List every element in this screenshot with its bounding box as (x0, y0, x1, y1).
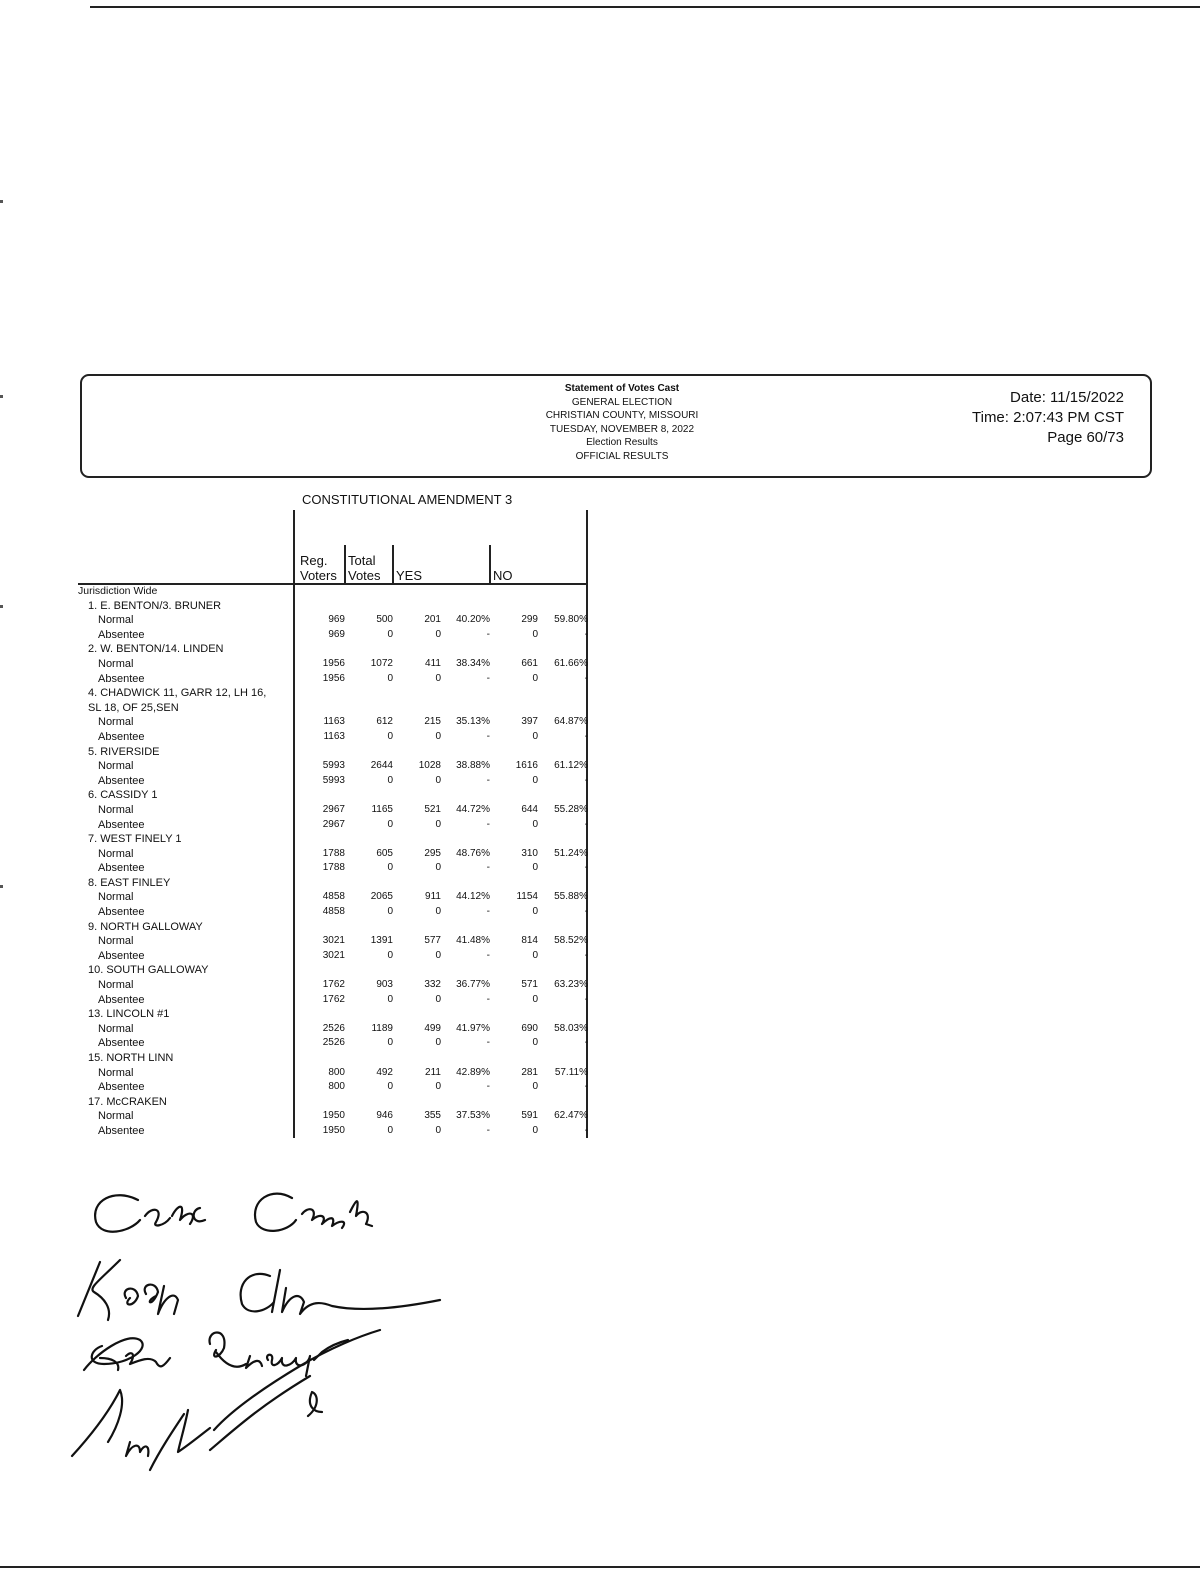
no-votes-cell: 814 (521, 935, 538, 947)
precinct-row (78, 745, 590, 760)
signature-2 (78, 1260, 440, 1320)
column-header-line: Reg. (300, 553, 328, 568)
yes-votes-cell: 0 (435, 672, 441, 684)
yes-percent-cell: - (486, 906, 490, 918)
no-votes-cell: 644 (521, 803, 538, 815)
precinct-name: 17. McCRAKEN (88, 1095, 167, 1108)
yes-votes-cell: 0 (435, 993, 441, 1005)
column-header-no: NO (493, 568, 513, 583)
reg-voters-cell: 2526 (322, 1037, 345, 1049)
page-number: Page 60/73 (1047, 429, 1124, 446)
no-votes-cell: 1154 (516, 891, 538, 903)
no-votes-cell: 591 (521, 1110, 538, 1122)
yes-votes-cell: 0 (435, 774, 441, 786)
yes-votes-cell: 0 (435, 949, 441, 961)
no-percent-cell: - (584, 906, 588, 918)
column-divider (344, 545, 346, 583)
signatures-block (60, 1180, 480, 1500)
no-votes-cell: 310 (521, 847, 538, 859)
total-votes-cell: 0 (387, 730, 393, 742)
yes-votes-cell: 295 (424, 847, 441, 859)
column-header-line: Total (348, 553, 376, 568)
vote-type-label: Normal (98, 1110, 134, 1123)
vote-type-label: Absentee (98, 862, 145, 875)
yes-votes-cell: 0 (435, 628, 441, 640)
reg-voters-cell: 800 (328, 1066, 345, 1078)
precinct-row (78, 701, 590, 716)
contest-title: CONSTITUTIONAL AMENDMENT 3 (302, 492, 513, 507)
column-divider (489, 545, 491, 583)
table-row (78, 1109, 590, 1124)
yes-votes-cell: 0 (435, 1081, 441, 1093)
no-percent-cell: 62.47% (554, 1110, 588, 1122)
yes-percent-cell: - (486, 1037, 490, 1049)
table-row (78, 730, 590, 745)
no-votes-cell: 0 (532, 1037, 538, 1049)
total-votes-cell: 0 (387, 949, 393, 961)
no-percent-cell: - (584, 993, 588, 1005)
table-row (78, 861, 590, 876)
table-row (78, 715, 590, 730)
precinct-row (78, 832, 590, 847)
table-row (78, 1066, 590, 1081)
precinct-name: 8. EAST FINLEY (88, 876, 171, 889)
report-title-block (512, 382, 732, 463)
precinct-name: SL 18, OF 25,SEN (88, 701, 179, 714)
no-percent-cell: 58.52% (554, 935, 588, 947)
reg-voters-cell: 1762 (322, 993, 345, 1005)
yes-percent-cell: - (486, 949, 490, 961)
reg-voters-cell: 2967 (322, 818, 345, 830)
no-votes-cell: 571 (521, 979, 538, 991)
no-percent-cell: 61.66% (554, 657, 588, 669)
yes-votes-cell: 211 (425, 1066, 441, 1078)
top-border-rule (90, 6, 1200, 8)
report-header (80, 374, 1152, 478)
yes-votes-cell: 0 (435, 818, 441, 830)
yes-votes-cell: 0 (435, 906, 441, 918)
precinct-row (78, 1051, 590, 1066)
no-percent-cell: - (584, 862, 588, 874)
table-row (78, 628, 590, 643)
precinct-name: 15. NORTH LINN (88, 1052, 174, 1064)
column-header-total-votes (348, 553, 381, 583)
table-row (78, 613, 590, 628)
table-row (78, 890, 590, 905)
reg-voters-cell: 2967 (322, 803, 345, 815)
precinct-name: 5. RIVERSIDE (88, 745, 160, 758)
yes-percent-cell: 38.34% (456, 657, 490, 669)
no-votes-cell: 281 (521, 1066, 538, 1078)
precinct-row (78, 963, 590, 978)
results-table (78, 584, 590, 1139)
yes-votes-cell: 332 (424, 979, 441, 991)
reg-voters-cell: 1950 (322, 1124, 345, 1136)
no-votes-cell: 661 (521, 657, 538, 669)
precinct-name: 7. WEST FINELY 1 (88, 833, 182, 846)
total-votes-cell: 0 (387, 672, 393, 684)
no-percent-cell: 55.88% (554, 891, 588, 903)
reg-voters-cell: 1163 (323, 730, 345, 742)
margin-mark (0, 200, 3, 203)
yes-votes-cell: 521 (424, 803, 441, 815)
table-row (78, 847, 590, 862)
reg-voters-cell: 1788 (322, 862, 345, 874)
yes-percent-cell: 42.89% (456, 1066, 490, 1078)
total-votes-cell: 946 (376, 1110, 393, 1122)
table-row (78, 759, 590, 774)
yes-percent-cell: 44.12% (456, 891, 490, 903)
total-votes-cell: 0 (387, 862, 393, 874)
no-percent-cell: 63.23% (554, 979, 588, 991)
precinct-row (78, 599, 590, 614)
total-votes-cell: 0 (387, 628, 393, 640)
table-row (78, 978, 590, 993)
vote-type-label: Absentee (98, 672, 145, 685)
yes-percent-cell: - (486, 672, 490, 684)
yes-percent-cell: - (486, 1081, 490, 1093)
signature-1 (95, 1194, 372, 1232)
no-percent-cell: 55.28% (554, 803, 588, 815)
vote-type-label: Normal (98, 1066, 134, 1079)
total-votes-cell: 605 (376, 847, 393, 859)
yes-votes-cell: 0 (435, 1037, 441, 1049)
reg-voters-cell: 1762 (322, 979, 345, 991)
yes-percent-cell: 35.13% (456, 716, 490, 728)
precinct-name: 2. W. BENTON/14. LINDEN (88, 643, 224, 656)
no-percent-cell: - (584, 730, 588, 742)
column-divider (392, 545, 394, 583)
no-votes-cell: 0 (532, 818, 538, 830)
total-votes-cell: 492 (376, 1066, 393, 1078)
yes-percent-cell: 41.48% (456, 935, 490, 947)
report-meta (972, 388, 1124, 448)
vote-type-label: Normal (98, 614, 134, 627)
yes-votes-cell: 1028 (418, 760, 441, 772)
table-row (78, 1036, 590, 1051)
total-votes-cell: 612 (376, 716, 393, 728)
reg-voters-cell: 1950 (322, 1110, 345, 1122)
vote-type-label: Absentee (98, 1124, 145, 1137)
yes-votes-cell: 215 (424, 716, 441, 728)
no-votes-cell: 397 (521, 716, 538, 728)
table-row (78, 1080, 590, 1095)
total-votes-cell: 0 (387, 993, 393, 1005)
precinct-row (78, 788, 590, 803)
signature-3 (84, 1333, 348, 1377)
no-votes-cell: 0 (532, 1081, 538, 1093)
vote-type-label: Absentee (98, 730, 145, 743)
yes-percent-cell: - (486, 818, 490, 830)
total-votes-cell: 1165 (371, 803, 393, 815)
reg-voters-cell: 4858 (322, 906, 345, 918)
no-votes-cell: 299 (521, 614, 538, 626)
yes-votes-cell: 411 (425, 657, 441, 669)
no-votes-cell: 1616 (515, 760, 538, 772)
no-votes-cell: 0 (532, 862, 538, 874)
precinct-row (78, 642, 590, 657)
yes-percent-cell: - (486, 774, 490, 786)
yes-votes-cell: 911 (425, 891, 441, 903)
precinct-name: 13. LINCOLN #1 (88, 1008, 170, 1021)
no-percent-cell: - (584, 1081, 588, 1093)
precinct-row (78, 920, 590, 935)
report-subtitle: Election Results (586, 437, 658, 448)
reg-voters-cell: 800 (328, 1081, 345, 1093)
vote-type-label: Normal (98, 847, 134, 860)
report-title: Statement of Votes Cast (564, 383, 680, 394)
margin-mark (0, 395, 3, 398)
precinct-name: 1. E. BENTON/3. BRUNER (88, 599, 222, 612)
vote-type-label: Absentee (98, 774, 145, 787)
no-votes-cell: 0 (532, 730, 538, 742)
report-subtitle: OFFICIAL RESULTS (575, 450, 669, 462)
column-header-reg-voters (300, 553, 337, 583)
reg-voters-cell: 1956 (322, 657, 345, 669)
margin-mark (0, 605, 3, 608)
no-votes-cell: 0 (532, 949, 538, 961)
vote-type-label: Normal (98, 803, 134, 816)
vote-type-label: Absentee (98, 628, 145, 641)
precinct-row (78, 686, 590, 701)
yes-percent-cell: 36.77% (456, 979, 490, 991)
yes-votes-cell: 201 (424, 614, 441, 626)
reg-voters-cell: 3021 (322, 949, 345, 961)
vote-type-label: Absentee (98, 1081, 145, 1094)
total-votes-cell: 1391 (370, 935, 393, 947)
table-row (78, 818, 590, 833)
yes-percent-cell: 41.97% (456, 1022, 490, 1034)
reg-voters-cell: 2526 (322, 1022, 345, 1034)
vote-type-label: Normal (98, 657, 134, 670)
precinct-row (78, 1095, 590, 1110)
report-date: Date: 11/15/2022 (1010, 389, 1124, 406)
yes-percent-cell: - (486, 993, 490, 1005)
vote-type-label: Normal (98, 935, 134, 948)
vote-type-label: Absentee (98, 1037, 145, 1050)
table-row (78, 949, 590, 964)
bottom-border-rule (0, 1566, 1200, 1568)
no-votes-cell: 0 (532, 993, 538, 1005)
vote-type-label: Normal (98, 979, 134, 992)
reg-voters-cell: 5993 (322, 774, 345, 786)
reg-voters-cell: 969 (328, 614, 345, 626)
report-subtitle: CHRISTIAN COUNTY, MISSOURI (545, 410, 699, 421)
total-votes-cell: 2644 (370, 760, 393, 772)
yes-votes-cell: 0 (435, 1124, 441, 1136)
total-votes-cell: 1072 (370, 657, 393, 669)
yes-percent-cell: 37.53% (456, 1110, 490, 1122)
table-row (78, 672, 590, 687)
yes-percent-cell: 44.72% (456, 803, 490, 815)
reg-voters-cell: 1788 (322, 847, 345, 859)
precinct-name: 6. CASSIDY 1 (88, 789, 158, 802)
reg-voters-cell: 3021 (322, 935, 345, 947)
no-percent-cell: 59.80% (554, 614, 588, 626)
no-percent-cell: - (584, 1037, 588, 1049)
precinct-name: 4. CHADWICK 11, GARR 12, LH 16, (88, 687, 267, 700)
report-time: Time: 2:07:43 PM CST (972, 409, 1124, 426)
no-percent-cell: 57.11% (554, 1066, 588, 1078)
yes-votes-cell: 0 (435, 862, 441, 874)
vote-type-label: Absentee (98, 906, 145, 919)
no-percent-cell: - (584, 818, 588, 830)
total-votes-cell: 0 (387, 774, 393, 786)
yes-percent-cell: - (486, 862, 490, 874)
precinct-name: 10. SOUTH GALLOWAY (88, 964, 209, 977)
no-percent-cell: - (584, 672, 588, 684)
total-votes-cell: 0 (387, 906, 393, 918)
yes-votes-cell: 577 (424, 935, 441, 947)
no-percent-cell: 58.03% (554, 1022, 588, 1034)
total-votes-cell: 500 (376, 614, 393, 626)
table-row (78, 1124, 590, 1139)
total-votes-cell: 0 (387, 1037, 393, 1049)
vote-type-label: Normal (98, 1022, 134, 1035)
no-percent-cell: - (584, 774, 588, 786)
total-votes-cell: 0 (387, 818, 393, 830)
yes-percent-cell: - (486, 628, 490, 640)
reg-voters-cell: 4858 (322, 891, 345, 903)
report-subtitle: TUESDAY, NOVEMBER 8, 2022 (549, 423, 695, 435)
no-percent-cell: - (584, 949, 588, 961)
jurisdiction-label: Jurisdiction Wide (78, 585, 158, 597)
no-votes-cell: 0 (532, 906, 538, 918)
yes-votes-cell: 0 (435, 730, 441, 742)
reg-voters-cell: 1956 (322, 672, 345, 684)
no-percent-cell: - (584, 1124, 588, 1136)
vote-type-label: Normal (98, 716, 134, 729)
yes-votes-cell: 355 (424, 1110, 441, 1122)
precinct-row (78, 876, 590, 891)
no-percent-cell: 61.12% (554, 760, 588, 772)
table-row (78, 993, 590, 1008)
vote-type-label: Normal (98, 760, 134, 773)
total-votes-cell: 0 (387, 1124, 393, 1136)
vote-type-label: Absentee (98, 949, 145, 962)
yes-percent-cell: 48.76% (456, 847, 490, 859)
vote-type-label: Normal (98, 891, 134, 904)
column-header-line: Voters (300, 568, 337, 583)
column-header-yes: YES (396, 568, 423, 583)
no-votes-cell: 0 (532, 628, 538, 640)
no-percent-cell: - (584, 628, 588, 640)
table-row (78, 905, 590, 920)
yes-percent-cell: - (486, 730, 490, 742)
total-votes-cell: 1189 (371, 1022, 393, 1034)
no-percent-cell: 64.87% (554, 716, 588, 728)
table-row (78, 657, 590, 672)
no-percent-cell: 51.24% (554, 847, 588, 859)
jurisdiction-row (78, 584, 590, 599)
yes-votes-cell: 499 (424, 1022, 441, 1034)
no-votes-cell: 690 (521, 1022, 538, 1034)
yes-percent-cell: 40.20% (456, 614, 490, 626)
precinct-name: 9. NORTH GALLOWAY (88, 920, 203, 933)
vote-type-label: Absentee (98, 993, 145, 1006)
reg-voters-cell: 5993 (322, 760, 345, 772)
total-votes-cell: 2065 (370, 891, 393, 903)
reg-voters-cell: 1163 (323, 716, 345, 728)
no-votes-cell: 0 (532, 1124, 538, 1136)
table-row (78, 803, 590, 818)
yes-percent-cell: - (486, 1124, 490, 1136)
total-votes-cell: 0 (387, 1081, 393, 1093)
yes-percent-cell: 38.88% (456, 760, 490, 772)
table-row (78, 1022, 590, 1037)
report-subtitle: GENERAL ELECTION (571, 396, 673, 408)
precinct-row (78, 1007, 590, 1022)
reg-voters-cell: 969 (328, 628, 345, 640)
table-row (78, 934, 590, 949)
margin-mark (0, 885, 3, 888)
no-votes-cell: 0 (532, 774, 538, 786)
vote-type-label: Absentee (98, 818, 145, 831)
signature-4 (72, 1330, 380, 1470)
total-votes-cell: 903 (376, 979, 393, 991)
table-row (78, 774, 590, 789)
column-header-line: Votes (348, 568, 381, 583)
no-votes-cell: 0 (532, 672, 538, 684)
